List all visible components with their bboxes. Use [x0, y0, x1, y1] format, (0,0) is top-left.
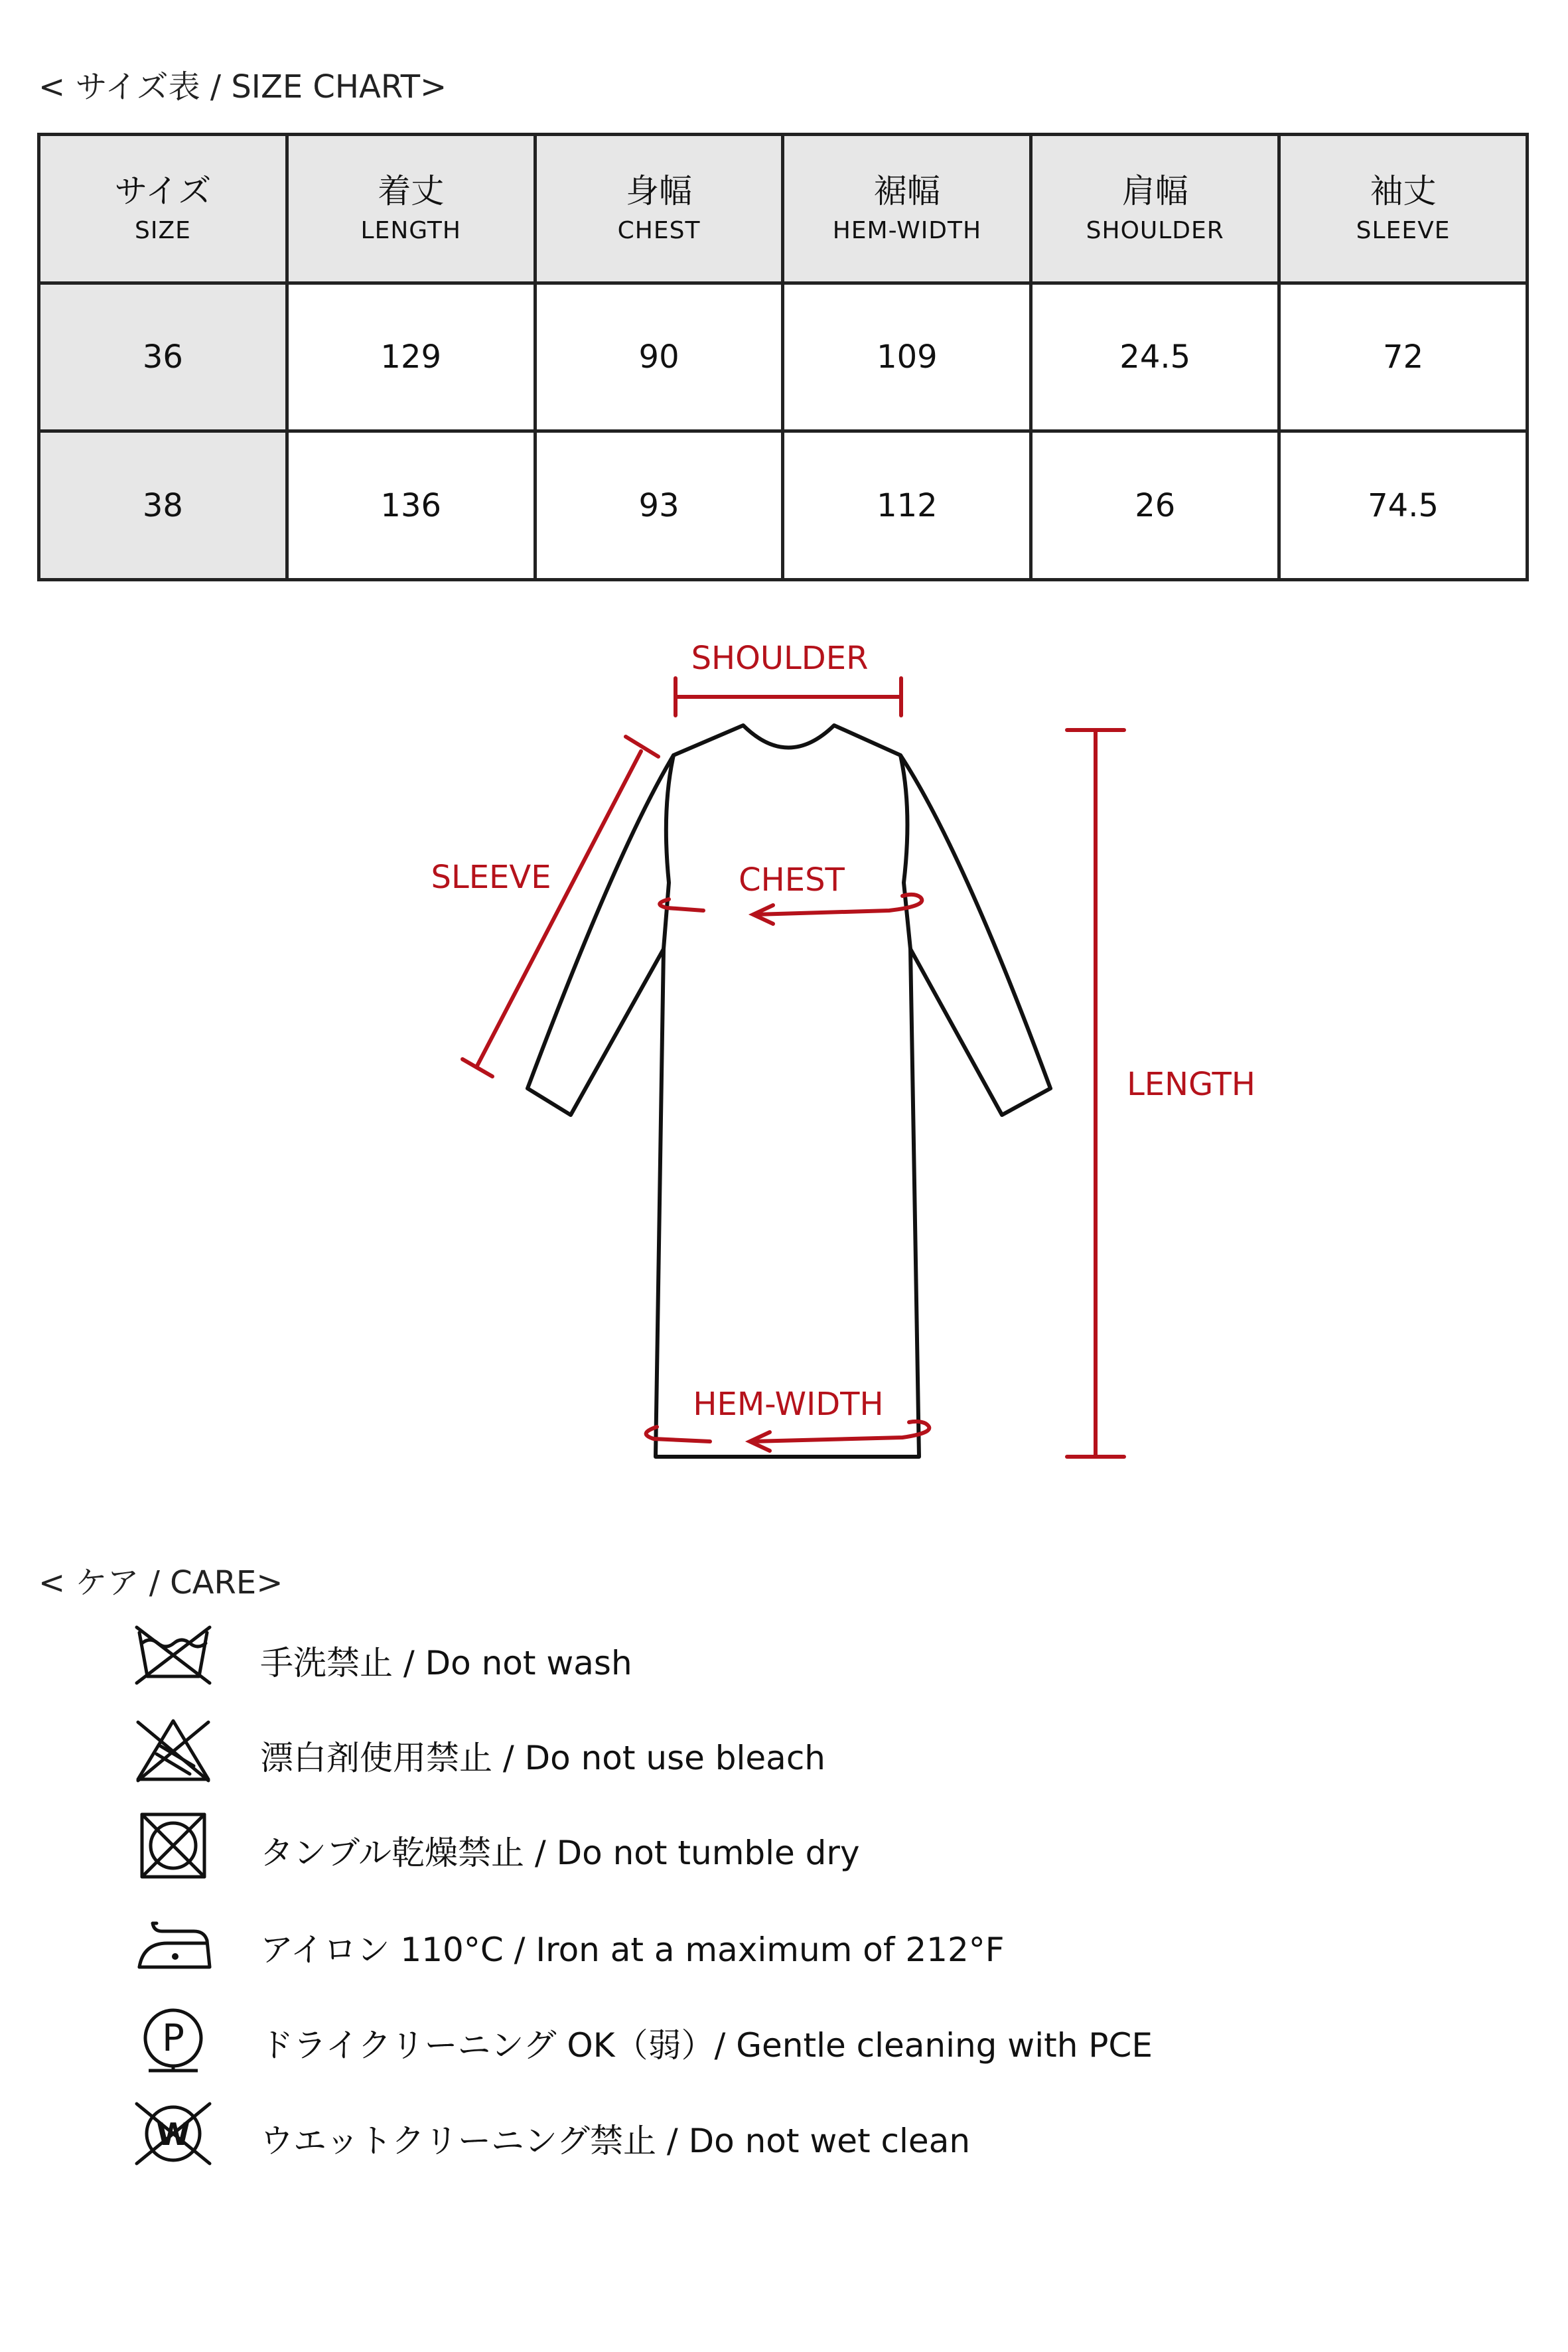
column-header-en: LENGTH	[360, 217, 461, 245]
column-header-size	[39, 135, 287, 283]
column-header-en: SIZE	[134, 217, 191, 245]
do-not-wet-clean-icon	[130, 2097, 216, 2170]
care-text: 手洗禁止 / Do not wash	[260, 1644, 632, 1682]
column-header-jp: 裾幅	[873, 172, 940, 211]
column-header-hem-width	[783, 135, 1031, 283]
table-cell: 24.5	[1031, 283, 1279, 431]
list-item	[0, 1809, 1568, 1902]
hem-measure-arc	[646, 1422, 930, 1451]
column-header-en: SLEEVE	[1356, 217, 1451, 245]
svg-text:P: P	[162, 2017, 184, 2060]
size-chart-heading: < サイズ表 / SIZE CHART>	[38, 68, 447, 106]
iron-low-icon	[130, 1906, 216, 1979]
sleeve-label: SLEEVE	[431, 859, 551, 896]
do-not-bleach-icon	[130, 1714, 216, 1787]
table-row	[39, 431, 1528, 580]
column-header-en: CHEST	[617, 217, 701, 245]
size-table	[37, 133, 1529, 581]
length-measure-line	[1067, 730, 1124, 1457]
list-item	[0, 2097, 1568, 2190]
table-cell: 129	[287, 283, 535, 431]
hem-width-label: HEM-WIDTH	[693, 1386, 884, 1423]
column-header-en: HEM-WIDTH	[832, 217, 982, 245]
care-text: タンブル乾燥禁止 / Do not tumble dry	[260, 1834, 860, 1872]
column-header-jp: 着丈	[378, 172, 445, 211]
list-item	[0, 1906, 1568, 1999]
table-cell: 72	[1279, 283, 1528, 431]
table-cell: 74.5	[1279, 431, 1528, 580]
list-item	[0, 1714, 1568, 1807]
table-cell-size: 36	[39, 283, 287, 431]
list-item	[0, 2002, 1568, 2095]
care-text: アイロン 110°C / Iron at a maximum of 212°F	[260, 1931, 1005, 1969]
length-label: LENGTH	[1127, 1066, 1255, 1103]
table-cell: 112	[783, 431, 1031, 580]
care-text: ドライクリーニング OK（弱）/ Gentle cleaning with PCE	[260, 2026, 1153, 2065]
column-header-jp: 肩幅	[1121, 172, 1188, 211]
column-header-jp: サイズ	[114, 172, 212, 211]
table-cell-size: 38	[39, 431, 287, 580]
column-header-jp: 身幅	[626, 172, 693, 211]
table-cell: 109	[783, 283, 1031, 431]
table-cell: 90	[535, 283, 783, 431]
column-header-jp: 袖丈	[1370, 172, 1437, 211]
dress-outline-icon	[528, 725, 1050, 1457]
care-text: 漂白剤使用禁止 / Do not use bleach	[260, 1739, 826, 1777]
table-cell: 136	[287, 431, 535, 580]
svg-text:W: W	[156, 2116, 190, 2152]
do-not-wash-icon	[130, 1619, 216, 1692]
shoulder-measure-line	[676, 678, 901, 715]
sleeve-measure-line	[463, 737, 658, 1076]
chest-label: CHEST	[739, 861, 845, 899]
table-header-row	[39, 135, 1528, 283]
chest-measure-arc	[660, 895, 922, 924]
table-cell: 26	[1031, 431, 1279, 580]
care-heading: < ケア / CARE>	[38, 1564, 283, 1601]
column-header-en: SHOULDER	[1086, 217, 1224, 245]
dry-clean-p-icon	[130, 2002, 216, 2075]
do-not-tumble-dry-icon	[130, 1809, 216, 1882]
table-row	[39, 283, 1528, 431]
column-header-chest	[535, 135, 783, 283]
shoulder-label: SHOULDER	[691, 640, 869, 677]
column-header-sleeve	[1279, 135, 1528, 283]
garment-measurement-diagram	[0, 597, 1568, 1513]
list-item	[0, 1619, 1568, 1712]
column-header-length	[287, 135, 535, 283]
column-header-shoulder	[1031, 135, 1279, 283]
table-cell: 93	[535, 431, 783, 580]
care-text: ウエットクリーニング禁止 / Do not wet clean	[260, 2122, 971, 2160]
